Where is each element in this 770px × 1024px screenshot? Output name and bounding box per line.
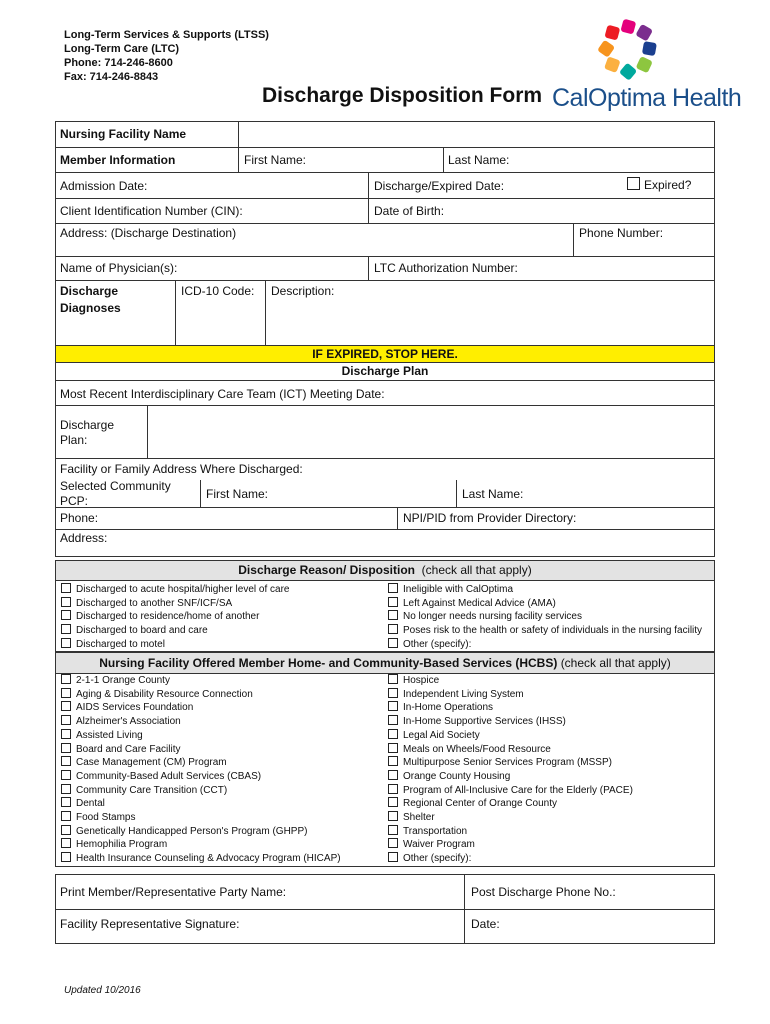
checkbox-icon[interactable] — [61, 743, 71, 753]
checkbox-icon[interactable] — [388, 756, 398, 766]
hcbs-item[interactable] — [61, 688, 341, 702]
reason-label: Ineligible with CalOptima — [403, 584, 514, 595]
checkbox-icon[interactable] — [388, 638, 398, 648]
date-label: Date: — [471, 917, 500, 931]
hcbs-item[interactable] — [61, 701, 341, 715]
checkbox-icon[interactable] — [61, 583, 71, 593]
reason-label: Poses risk to the health or safety of individuals in the nursing facility — [403, 625, 703, 637]
hcbs-label: In-Home Operations — [403, 702, 494, 714]
hcbs-item[interactable] — [61, 743, 341, 757]
hcbs-item[interactable] — [61, 852, 341, 866]
address-label: Address: (Discharge Destination) — [60, 226, 237, 240]
checkbox-icon[interactable] — [61, 811, 71, 821]
hcbs-label: Multipurpose Senior Services Program (MSSP) — [403, 757, 612, 769]
hcbs-label: Meals on Wheels/Food Resource — [403, 743, 551, 755]
hcbs-note: (check all that apply) — [560, 656, 671, 670]
hcbs-label: Independent Living System — [403, 688, 524, 700]
form-title: Discharge Disposition Form — [262, 84, 543, 107]
hcbs-item[interactable] — [388, 838, 633, 852]
hcbs-label: Community Care Transition (CCT) — [76, 784, 228, 796]
hcbs-list-right — [388, 674, 633, 866]
hcbs-label: Genetically Handicapped Person's Program (GHPP) — [76, 825, 308, 837]
hcbs-item[interactable] — [61, 715, 341, 729]
hcbs-item[interactable] — [61, 674, 341, 688]
fax-line: Fax: 714-246-8843 — [64, 71, 159, 83]
checkbox-icon[interactable] — [388, 624, 398, 634]
hcbs-item[interactable] — [388, 811, 633, 825]
hcbs-item[interactable] — [388, 743, 633, 757]
icd-label: ICD-10 Code: — [181, 284, 255, 298]
diagnoses-label-1: Discharge — [60, 284, 119, 298]
checkbox-icon[interactable] — [388, 729, 398, 739]
checkbox-icon[interactable] — [61, 638, 71, 648]
first-name-label: First Name: — [244, 153, 307, 167]
checkbox-icon[interactable] — [61, 701, 71, 711]
hcbs-item[interactable] — [388, 852, 633, 866]
reason-label: Discharged to motel — [76, 638, 165, 650]
logo-mark-icon — [594, 18, 666, 82]
updated-date: Updated 10/2016 — [64, 985, 141, 996]
reason-item[interactable] — [388, 597, 702, 611]
hcbs-item[interactable] — [61, 770, 341, 784]
reason-label: Discharged to residence/home of another — [76, 611, 260, 623]
expired-checkbox[interactable] — [627, 177, 691, 192]
checkbox-icon[interactable] — [388, 797, 398, 807]
checkbox-icon[interactable] — [388, 852, 398, 862]
checkbox-icon[interactable] — [61, 729, 71, 739]
hcbs-list-left — [61, 674, 341, 866]
ltc-auth-label: LTC Authorization Number: — [374, 261, 518, 275]
ltc-line: Long-Term Care (LTC) — [64, 43, 180, 55]
expired-label: Expired? — [644, 178, 692, 192]
hcbs-heading — [55, 656, 715, 670]
pcp-address-label: Address: — [60, 531, 108, 545]
hcbs-item[interactable] — [388, 797, 633, 811]
discharge-reason-heading — [55, 563, 715, 577]
reason-item[interactable] — [61, 597, 289, 611]
admission-date-label: Admission Date: — [60, 179, 148, 193]
hcbs-title: Nursing Facility Offered Member Home- and Community-Based Services (HCBS) — [99, 656, 558, 670]
checkbox-icon[interactable] — [388, 583, 398, 593]
hcbs-label: Board and Care Facility — [76, 743, 181, 755]
phone-number-label: Phone Number: — [579, 226, 664, 240]
hcbs-label: Food Stamps — [76, 812, 136, 824]
reason-label: Discharged to acute hospital/higher level of care — [76, 584, 290, 595]
hcbs-item[interactable] — [61, 797, 341, 811]
reason-title: Discharge Reason/ Disposition — [238, 563, 415, 577]
plan-label-2: Plan: — [60, 433, 88, 447]
hcbs-label: Alzheimer's Association — [76, 716, 181, 728]
checkbox-icon[interactable] — [388, 811, 398, 821]
hcbs-item[interactable] — [388, 674, 633, 688]
checkbox-icon[interactable] — [388, 597, 398, 607]
stop-here-text: IF EXPIRED, STOP HERE. — [312, 347, 458, 361]
hcbs-item[interactable] — [61, 756, 341, 770]
checkbox-icon[interactable] — [388, 610, 398, 620]
checkbox-icon[interactable] — [61, 597, 71, 607]
post-phone-label: Post Discharge Phone No.: — [471, 885, 616, 899]
hcbs-label: Hospice — [403, 675, 440, 686]
checkbox-icon[interactable] — [388, 701, 398, 711]
hcbs-label: Community-Based Adult Services (CBAS) — [76, 770, 262, 782]
checkbox-icon[interactable] — [61, 797, 71, 807]
hcbs-item[interactable] — [388, 701, 633, 715]
hcbs-label: Case Management (CM) Program — [76, 757, 227, 769]
checkbox-icon[interactable] — [388, 825, 398, 835]
cin-label: Client Identification Number (CIN): — [60, 204, 243, 218]
checkbox-icon[interactable] — [61, 784, 71, 794]
reason-item[interactable] — [61, 638, 289, 652]
pcp-label-2: PCP: — [60, 494, 89, 508]
reason-item[interactable] — [388, 624, 702, 638]
hcbs-label: In-Home Supportive Services (IHSS) — [403, 716, 566, 728]
pcp-first-name-label: First Name: — [206, 487, 269, 501]
reason-label: Left Against Medical Advice (AMA) — [403, 597, 556, 609]
reason-item[interactable] — [388, 610, 702, 624]
reason-note: (check all that apply) — [421, 563, 532, 577]
ict-date-label: Most Recent Interdisciplinary Care Team (ICT) Meeting Date: — [60, 387, 385, 401]
reason-item[interactable] — [61, 583, 289, 597]
hcbs-label: Orange County Housing — [403, 770, 511, 782]
pcp-phone-label: Phone: — [60, 511, 99, 525]
checkbox-icon[interactable] — [61, 852, 71, 862]
ltss-line: Long-Term Services & Supports (LTSS) — [64, 29, 269, 41]
hcbs-label: Shelter — [403, 812, 435, 824]
checkbox-icon[interactable] — [61, 610, 71, 620]
hcbs-label: Waiver Program — [403, 839, 475, 851]
reason-item[interactable] — [388, 583, 702, 597]
reason-item[interactable] — [61, 624, 289, 638]
checkbox-icon[interactable] — [388, 784, 398, 794]
hcbs-item[interactable] — [61, 838, 341, 852]
member-info-label: Member Information — [60, 153, 176, 167]
hcbs-label: Hemophilia Program — [76, 839, 168, 851]
caloptima-logo — [548, 18, 742, 114]
hcbs-label: Other (specify): — [403, 853, 472, 865]
hcbs-label: AIDS Services Foundation — [76, 702, 194, 714]
facility-address-label: Facility or Family Address Where Discharged: — [60, 462, 303, 476]
contact-block — [64, 28, 269, 84]
reason-list-right — [388, 583, 702, 652]
hcbs-item[interactable] — [61, 784, 341, 798]
plan-label-1: Discharge — [60, 418, 115, 432]
checkbox-icon[interactable] — [61, 688, 71, 698]
phone-line: Phone: 714-246-8600 — [64, 57, 173, 69]
hcbs-item[interactable] — [61, 811, 341, 825]
checkbox-icon[interactable] — [388, 838, 398, 848]
discharge-plan-header: Discharge Plan — [341, 364, 429, 378]
hcbs-label: Transportation — [403, 825, 468, 837]
reason-label: Other (specify): — [403, 638, 472, 650]
checkbox-icon[interactable] — [61, 770, 71, 780]
nursing-facility-label: Nursing Facility Name — [60, 127, 187, 141]
hcbs-item[interactable] — [388, 825, 633, 839]
last-name-label: Last Name: — [448, 153, 510, 167]
checkbox-icon[interactable] — [388, 770, 398, 780]
hcbs-label: Assisted Living — [76, 729, 143, 741]
facility-signature-label: Facility Representative Signature: — [60, 917, 240, 931]
hcbs-item[interactable] — [388, 688, 633, 702]
hcbs-item[interactable] — [61, 825, 341, 839]
reason-label: Discharged to another SNF/ICF/SA — [76, 597, 233, 609]
hcbs-label: Program of All-Inclusive Care for the Elderly (PACE) — [403, 784, 633, 796]
hcbs-item[interactable] — [388, 784, 633, 798]
checkbox-icon[interactable] — [388, 715, 398, 725]
hcbs-item[interactable] — [388, 729, 633, 743]
npi-label: NPI/PID from Provider Directory: — [403, 511, 577, 525]
checkbox-icon[interactable] — [61, 624, 71, 634]
hcbs-item[interactable] — [388, 756, 633, 770]
checkbox-icon[interactable] — [388, 688, 398, 698]
reason-label: No longer needs nursing facility services — [403, 611, 582, 623]
dob-label: Date of Birth: — [374, 204, 445, 218]
checkbox-icon[interactable] — [627, 177, 640, 190]
physicians-label: Name of Physician(s): — [60, 261, 178, 275]
diagnoses-label-2: Diagnoses — [60, 301, 121, 315]
hcbs-label: 2-1-1 Orange County — [76, 675, 170, 686]
hcbs-label: Regional Center of Orange County — [403, 798, 557, 810]
pcp-last-name-label: Last Name: — [462, 487, 524, 501]
pcp-label-1: Selected Community — [60, 479, 171, 493]
hcbs-label: Aging & Disability Resource Connection — [76, 688, 253, 700]
checkbox-icon[interactable] — [388, 674, 398, 684]
reason-label: Discharged to board and care — [76, 625, 208, 637]
hcbs-item[interactable] — [388, 715, 633, 729]
checkbox-icon[interactable] — [388, 743, 398, 753]
hcbs-item[interactable] — [388, 770, 633, 784]
logo-text: CalOptima Health — [552, 84, 742, 112]
reason-item[interactable] — [388, 638, 702, 652]
description-label: Description: — [271, 284, 335, 298]
hcbs-label: Health Insurance Counseling & Advocacy Program (HICAP) — [76, 853, 341, 865]
discharge-date-label: Discharge/Expired Date: — [374, 179, 505, 193]
checkbox-icon[interactable] — [61, 756, 71, 766]
reason-item[interactable] — [61, 610, 289, 624]
hcbs-item[interactable] — [61, 729, 341, 743]
checkbox-icon[interactable] — [61, 825, 71, 835]
checkbox-icon[interactable] — [61, 838, 71, 848]
checkbox-icon[interactable] — [61, 715, 71, 725]
checkbox-icon[interactable] — [61, 674, 71, 684]
reason-list-left — [61, 583, 289, 652]
print-name-label: Print Member/Representative Party Name: — [60, 885, 287, 899]
hcbs-label: Dental — [76, 798, 105, 810]
hcbs-label: Legal Aid Society — [403, 729, 480, 741]
